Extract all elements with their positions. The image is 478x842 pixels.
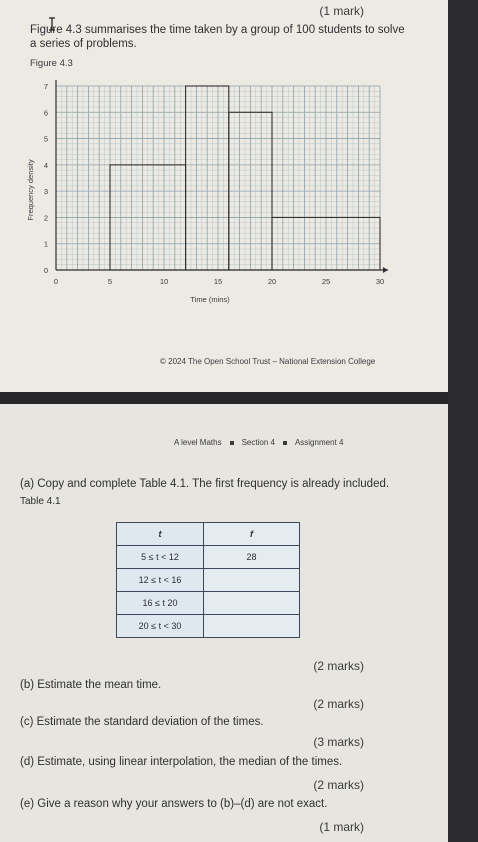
x-tick-label: 5 — [107, 277, 113, 286]
frequency-cell: 28 — [204, 546, 300, 569]
interval-cell: 5 ≤ t < 12 — [117, 546, 204, 569]
frequency-cell — [204, 592, 300, 615]
assignment-name: Assignment 4 — [294, 438, 344, 447]
y-tick-label: 2 — [43, 213, 48, 223]
intro-text-line1: Figure 4.3 summarises the time taken by a group of 100 students to solve — [30, 24, 405, 36]
histogram-chart — [24, 70, 394, 310]
x-tick-label: 25 — [321, 277, 331, 286]
y-axis-label: Frequency density — [26, 159, 35, 221]
question-b-text: (b) Estimate the mean time. — [20, 679, 162, 691]
figure-label: Figure 4.3 — [30, 58, 73, 69]
header-f: f — [204, 523, 300, 546]
page-header — [174, 438, 343, 447]
copyright-notice: © 2024 The Open School Trust – National Extension College — [160, 357, 376, 366]
question-e-marks: (1 mark) — [319, 820, 364, 834]
previous-marks: (1 mark) — [319, 4, 364, 18]
question-b-marks: (2 marks) — [313, 697, 364, 711]
question-c-marks: (3 marks) — [313, 735, 364, 749]
interval-cell: 16 ≤ t 20 — [117, 592, 204, 615]
separator-square-icon — [283, 441, 287, 445]
x-tick-label: 30 — [375, 277, 385, 286]
y-tick-label: 6 — [43, 108, 48, 118]
course-name: A level Maths — [174, 438, 222, 447]
y-tick-label: 4 — [43, 160, 48, 170]
question-d-marks: (2 marks) — [313, 778, 364, 792]
intro-text-line2: a series of problems. — [30, 38, 137, 50]
table-row — [117, 615, 300, 638]
y-tick-label: 7 — [43, 82, 48, 91]
interval-cell: 20 ≤ t < 30 — [117, 615, 204, 638]
frequency-cell — [204, 615, 300, 638]
x-axis-arrow-icon — [383, 267, 388, 273]
separator-square-icon — [230, 441, 234, 445]
header-t: t — [117, 523, 204, 546]
x-tick-label: 15 — [213, 277, 223, 286]
y-tick-label: 1 — [43, 239, 48, 249]
question-a-text: (a) Copy and complete Table 4.1. The first frequency is already included. — [20, 478, 390, 490]
table-row — [117, 569, 300, 592]
question-c-text: (c) Estimate the standard deviation of the times. — [20, 716, 264, 728]
frequency-cell — [204, 569, 300, 592]
text-cursor-icon — [48, 17, 56, 31]
background-edge — [448, 0, 478, 842]
y-tick-label: 5 — [43, 134, 48, 144]
table-row — [117, 592, 300, 615]
interval-cell: 12 ≤ t < 16 — [117, 569, 204, 592]
table-row — [117, 546, 300, 569]
table-header-row — [117, 523, 300, 546]
x-tick-label: 20 — [267, 277, 277, 286]
frequency-table — [116, 522, 300, 638]
table-label: Table 4.1 — [20, 496, 61, 507]
y-tick-label: 0 — [43, 266, 48, 275]
question-e-text: (e) Give a reason why your answers to (b)–(d) are not exact. — [20, 798, 328, 810]
x-tick-label: 10 — [159, 277, 169, 286]
x-axis-label: Time (mins) — [190, 295, 230, 304]
section-name: Section 4 — [241, 438, 275, 447]
x-tick-label: 0 — [53, 277, 59, 286]
page-break-band — [0, 392, 448, 404]
question-a-marks: (2 marks) — [313, 659, 364, 673]
y-tick-label: 3 — [43, 187, 48, 197]
question-d-text: (d) Estimate, using linear interpolation, the median of the times. — [20, 756, 343, 768]
